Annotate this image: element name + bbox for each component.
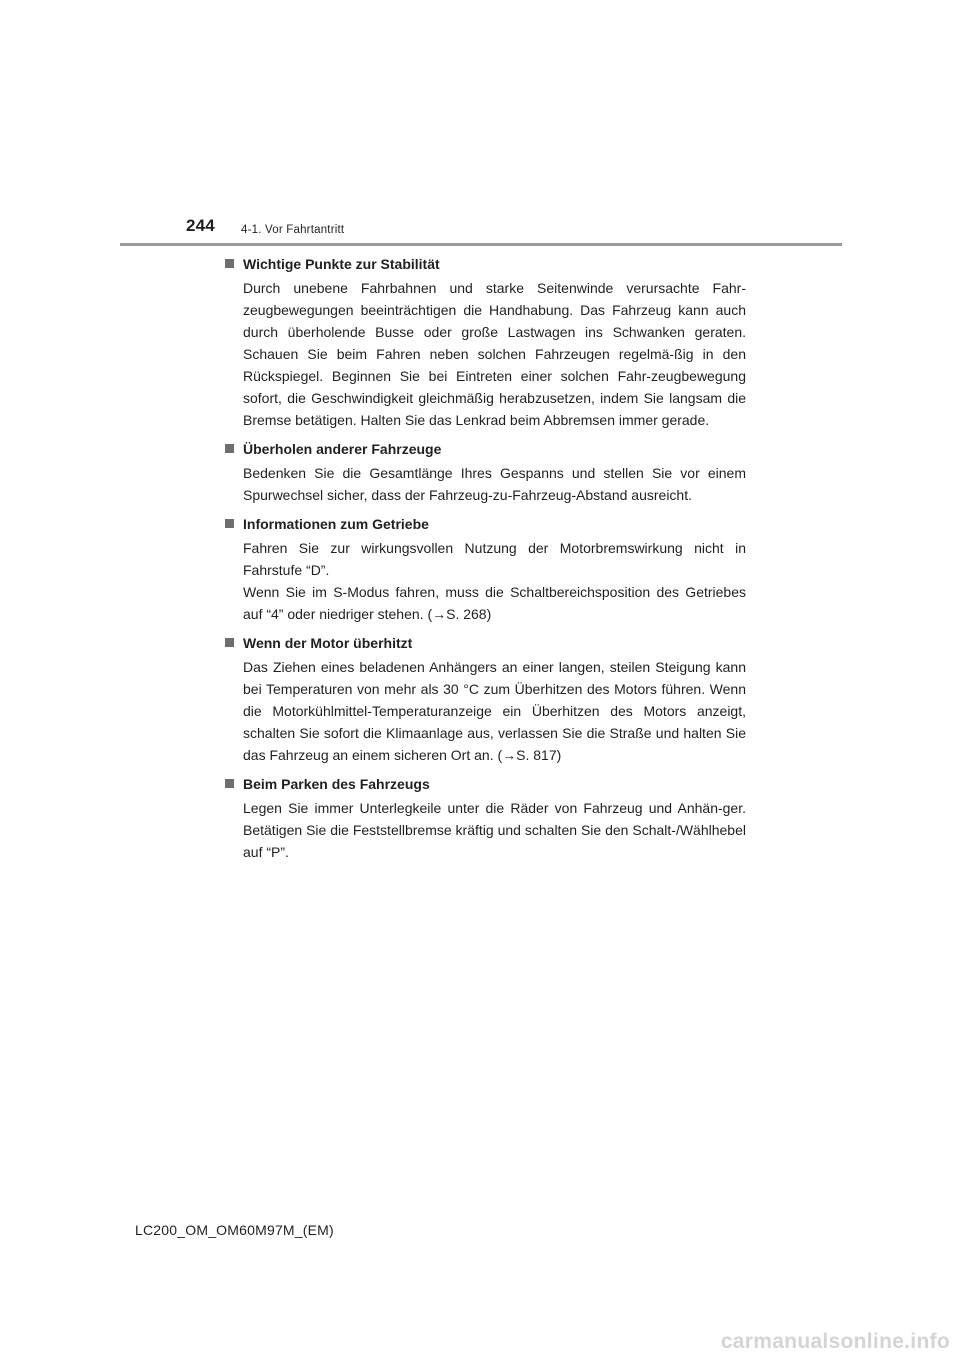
section-overheating [224, 632, 746, 766]
section-heading [224, 632, 746, 654]
section-heading-text: Informationen zum Getriebe [243, 516, 429, 532]
section-heading [224, 513, 746, 535]
header-divider [120, 243, 842, 246]
section-paragraph: Fahren Sie zur wirkungsvollen Nutzung der Motorbremswirkung nicht in Fahrstufe “D”. [243, 540, 746, 578]
section-parking [224, 773, 746, 863]
section-heading-text: Überholen anderer Fahrzeuge [243, 441, 442, 457]
section-heading [224, 253, 746, 275]
section-paragraph: Durch unebene Fahrbahnen und starke Seitenwinde verursachte Fahr-zeugbewegungen beeinträchtigen die Handhabung. Das Fahrzeug kann auch durch überholende Busse oder große Lastwagen ins Schwanken geraten. Schauen Sie beim Fahren neben solchen Fahrzeugen regelmä-ßig in den Rückspiegel. Beginnen Sie bei Eintreten einer solchen Fahr-zeugbewegung sofort, die Geschwindigkeit gleichmäßig herabzusetzen, indem Sie langsam die Bremse betätigen. Halten Sie das Lenkrad beim Abbremsen immer gerade. [243, 280, 746, 428]
square-bullet-icon [225, 259, 234, 268]
section-paragraph: Wenn Sie im S-Modus fahren, muss die Schaltbereichsposition des Getriebes auf “4” oder niedriger stehen. (→S. 268) [243, 584, 746, 622]
section-transmission [224, 513, 746, 625]
document-code: LC200_OM_OM60M97M_(EM) [135, 1222, 334, 1238]
section-paragraph: Bedenken Sie die Gesamtlänge Ihres Gespanns und stellen Sie vor einem Spurwechsel sicher, dass der Fahrzeug-zu-Fahrzeug-Abstand ausreicht. [243, 465, 746, 503]
content-body [224, 253, 746, 870]
page-number: 244 [186, 216, 215, 235]
section-paragraph: Das Ziehen eines beladenen Anhängers an einer langen, steilen Steigung kann bei Temperaturen von mehr als 30 °C zum Überhitzen des Motors führen. Wenn die Motorkühlmittel-Temperaturanzeige ein Überhitzen des Motors anzeigt, schalten Sie sofort die Klimaanlage aus, verlassen Sie die Straße und halten Sie das Fahrzeug an einem sicheren Ort an. (→S. 817) [243, 659, 746, 763]
section-heading [224, 773, 746, 795]
section-title: 4-1. Vor Fahrtantritt [241, 224, 345, 236]
section-paragraph: Legen Sie immer Unterlegkeile unter die Räder von Fahrzeug und Anhän-ger. Betätigen Sie die Feststellbremse kräftig und schalten Sie den Schalt-/Wählhebel auf “P”. [243, 800, 746, 860]
section-heading-text: Wichtige Punkte zur Stabilität [243, 256, 440, 272]
section-overtaking [224, 438, 746, 506]
square-bullet-icon [225, 444, 234, 453]
section-heading-text: Beim Parken des Fahrzeugs [243, 776, 430, 792]
section-heading [224, 438, 746, 460]
square-bullet-icon [225, 638, 234, 647]
section-heading-text: Wenn der Motor überhitzt [243, 635, 413, 651]
section-stability [224, 253, 746, 431]
square-bullet-icon [225, 779, 234, 788]
square-bullet-icon [225, 519, 234, 528]
watermark: carmanualsonline.info [720, 1330, 950, 1353]
